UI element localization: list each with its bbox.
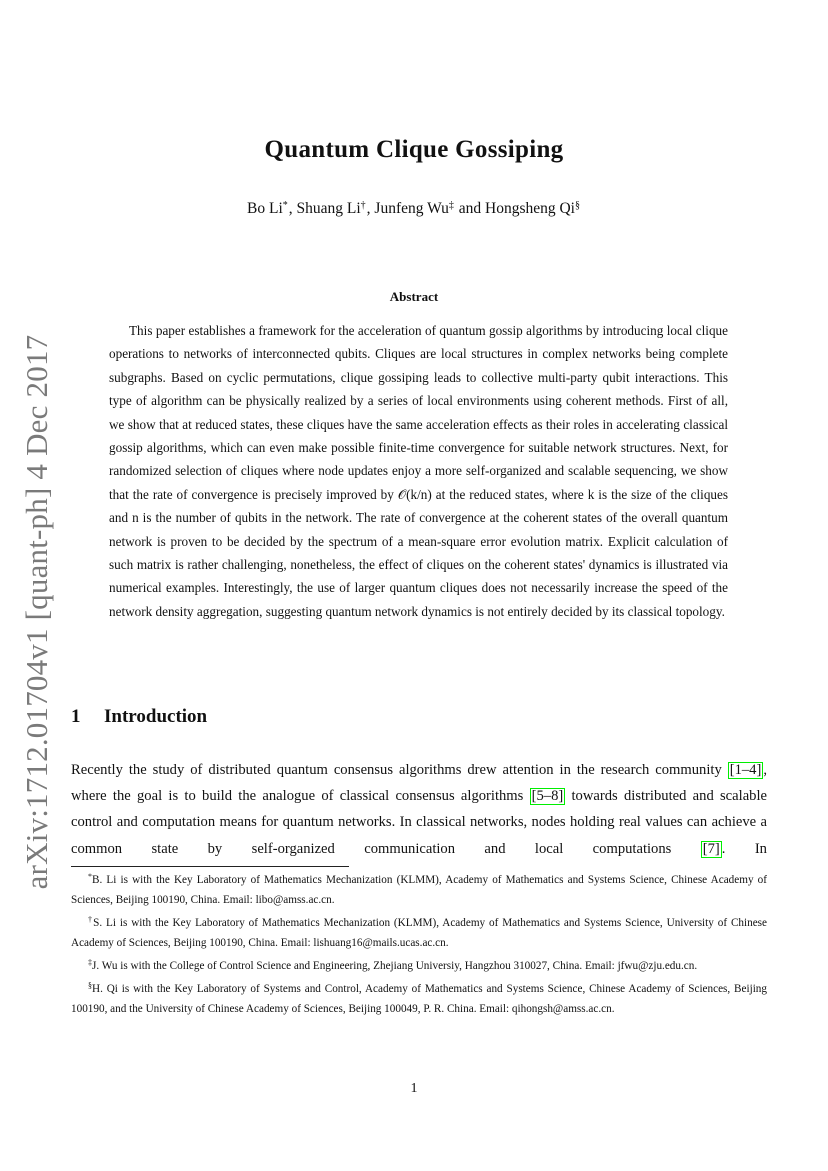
footnote-text: H. Qi is with the Key Laboratory of Systems and Control, Academy of Mathematics and Systems Science, Chinese Academy of Sciences, Beijing 100190, and the University of Chinese Academy of Sciences, Beijing 100049, P. R. China. Email: qihongsh@amss.ac.cn. xyxy=(71,983,767,1015)
footnote-mark: * xyxy=(88,872,92,881)
author-separator: , xyxy=(288,200,297,217)
section-title: Introduction xyxy=(104,706,208,727)
footnote-item xyxy=(71,910,767,953)
intro-text: towards distributed and scalable control and computation means for quantum networks. In classical networks, nodes holding real values can achieve a common state by self-organized communication and local computations xyxy=(71,788,767,857)
abstract-text: This paper establishes a framework for the acceleration of quantum gossip algorithms by introducing local clique operations to networks of interconnected qubits. Cliques are local structures in complex networks being complete subgraphs. Based on cyclic permutations, clique gossiping leads to collective multi-party qubit interactions. This type of algorithm can be physically realized by a series of local environments using coherent methods. First of all, we show that at reduced states, these cliques have the same acceleration effects as their roles in accelerating classical gossip algorithms, which can even make possible finite-time convergence for suitable network structures. Next, for randomized selection of cliques where node updates enjoy a more self-organized and scalable sequencing, we show that the rate of convergence is precisely improved by 𝒪(k/n) at the reduced states, where k is the size of the cliques and n is the number of qubits in the network. The rate of convergence at the coherent states of the overall quantum network is proven to be decided by the spectrum of a mean-square error evolution matrix. Explicit calculation of such matrix is rather challenging, nonetheless, the effect of cliques on the coherent states' dynamics is illustrated via numerical examples. Interestingly, the use of larger quantum cliques does not necessarily increase the speed of the network density aggregation, suggesting quantum network dynamics is not entirely decided by its classical topology. xyxy=(109,323,728,619)
section-heading xyxy=(71,706,207,728)
author-separator: , xyxy=(366,200,375,217)
arxiv-identifier-stamp: arXiv:1712.01704v1 [quant-ph] 4 Dec 2017 xyxy=(19,334,54,890)
section-number: 1 xyxy=(71,706,81,727)
author-name: Junfeng Wu xyxy=(374,200,449,217)
intro-text: . In xyxy=(721,840,767,857)
intro-text: , where the goal is to build the analogue of classical consensus algorithms xyxy=(71,762,767,805)
footnote-mark: ‡ xyxy=(88,958,92,967)
author-conjunction: and xyxy=(454,200,485,217)
footnote-item xyxy=(71,976,767,1019)
author-list xyxy=(0,200,828,218)
abstract-heading: Abstract xyxy=(389,289,439,304)
footnotes xyxy=(71,867,767,1019)
footnote-mark: † xyxy=(88,915,94,924)
citation-link[interactable]: [5–8] xyxy=(531,788,564,805)
footnote-text: S. Li is with the Key Laboratory of Mathematics Mechanization (KLMM), Academy of Mathematics and Systems Science, University of Chinese Academy of Sciences, Beijing 100190, China. Email: lishuang16@mails.ucas.ac.cn. xyxy=(71,917,768,949)
footnote-text: B. Li is with the Key Laboratory of Mathematics Mechanization (KLMM), Academy of Mathematics and Systems Science, Chinese Academy of Sciences, Beijing 100190, China. Email: libo@amss.ac.cn. xyxy=(71,874,767,906)
author-name: Shuang Li xyxy=(296,200,361,217)
footnote-item xyxy=(71,867,767,910)
author-footnote-mark[interactable]: * xyxy=(282,200,288,211)
author-footnote-mark[interactable]: § xyxy=(574,200,580,211)
footnote-mark: § xyxy=(88,981,92,990)
author-footnote-mark[interactable]: ‡ xyxy=(448,200,454,211)
footnote-item xyxy=(71,953,767,976)
author-name: Bo Li xyxy=(247,200,283,217)
citation-link[interactable]: [7] xyxy=(702,840,720,857)
intro-text: Recently the study of distributed quantum consensus algorithms drew attention in the research community xyxy=(71,762,728,778)
introduction-paragraph xyxy=(71,757,767,862)
footnote-text: J. Wu is with the College of Control Science and Engineering, Zhejiang Universiy, Hangzhou 310027, China. Email: jfwu@zju.edu.cn. xyxy=(92,960,698,972)
citation-link[interactable]: [1–4] xyxy=(729,762,762,778)
page-number: 1 xyxy=(410,1081,418,1096)
author-name: Hongsheng Qi xyxy=(485,200,575,217)
author-footnote-mark[interactable]: † xyxy=(360,200,366,211)
paper-title: Quantum Clique Gossiping xyxy=(264,136,564,163)
